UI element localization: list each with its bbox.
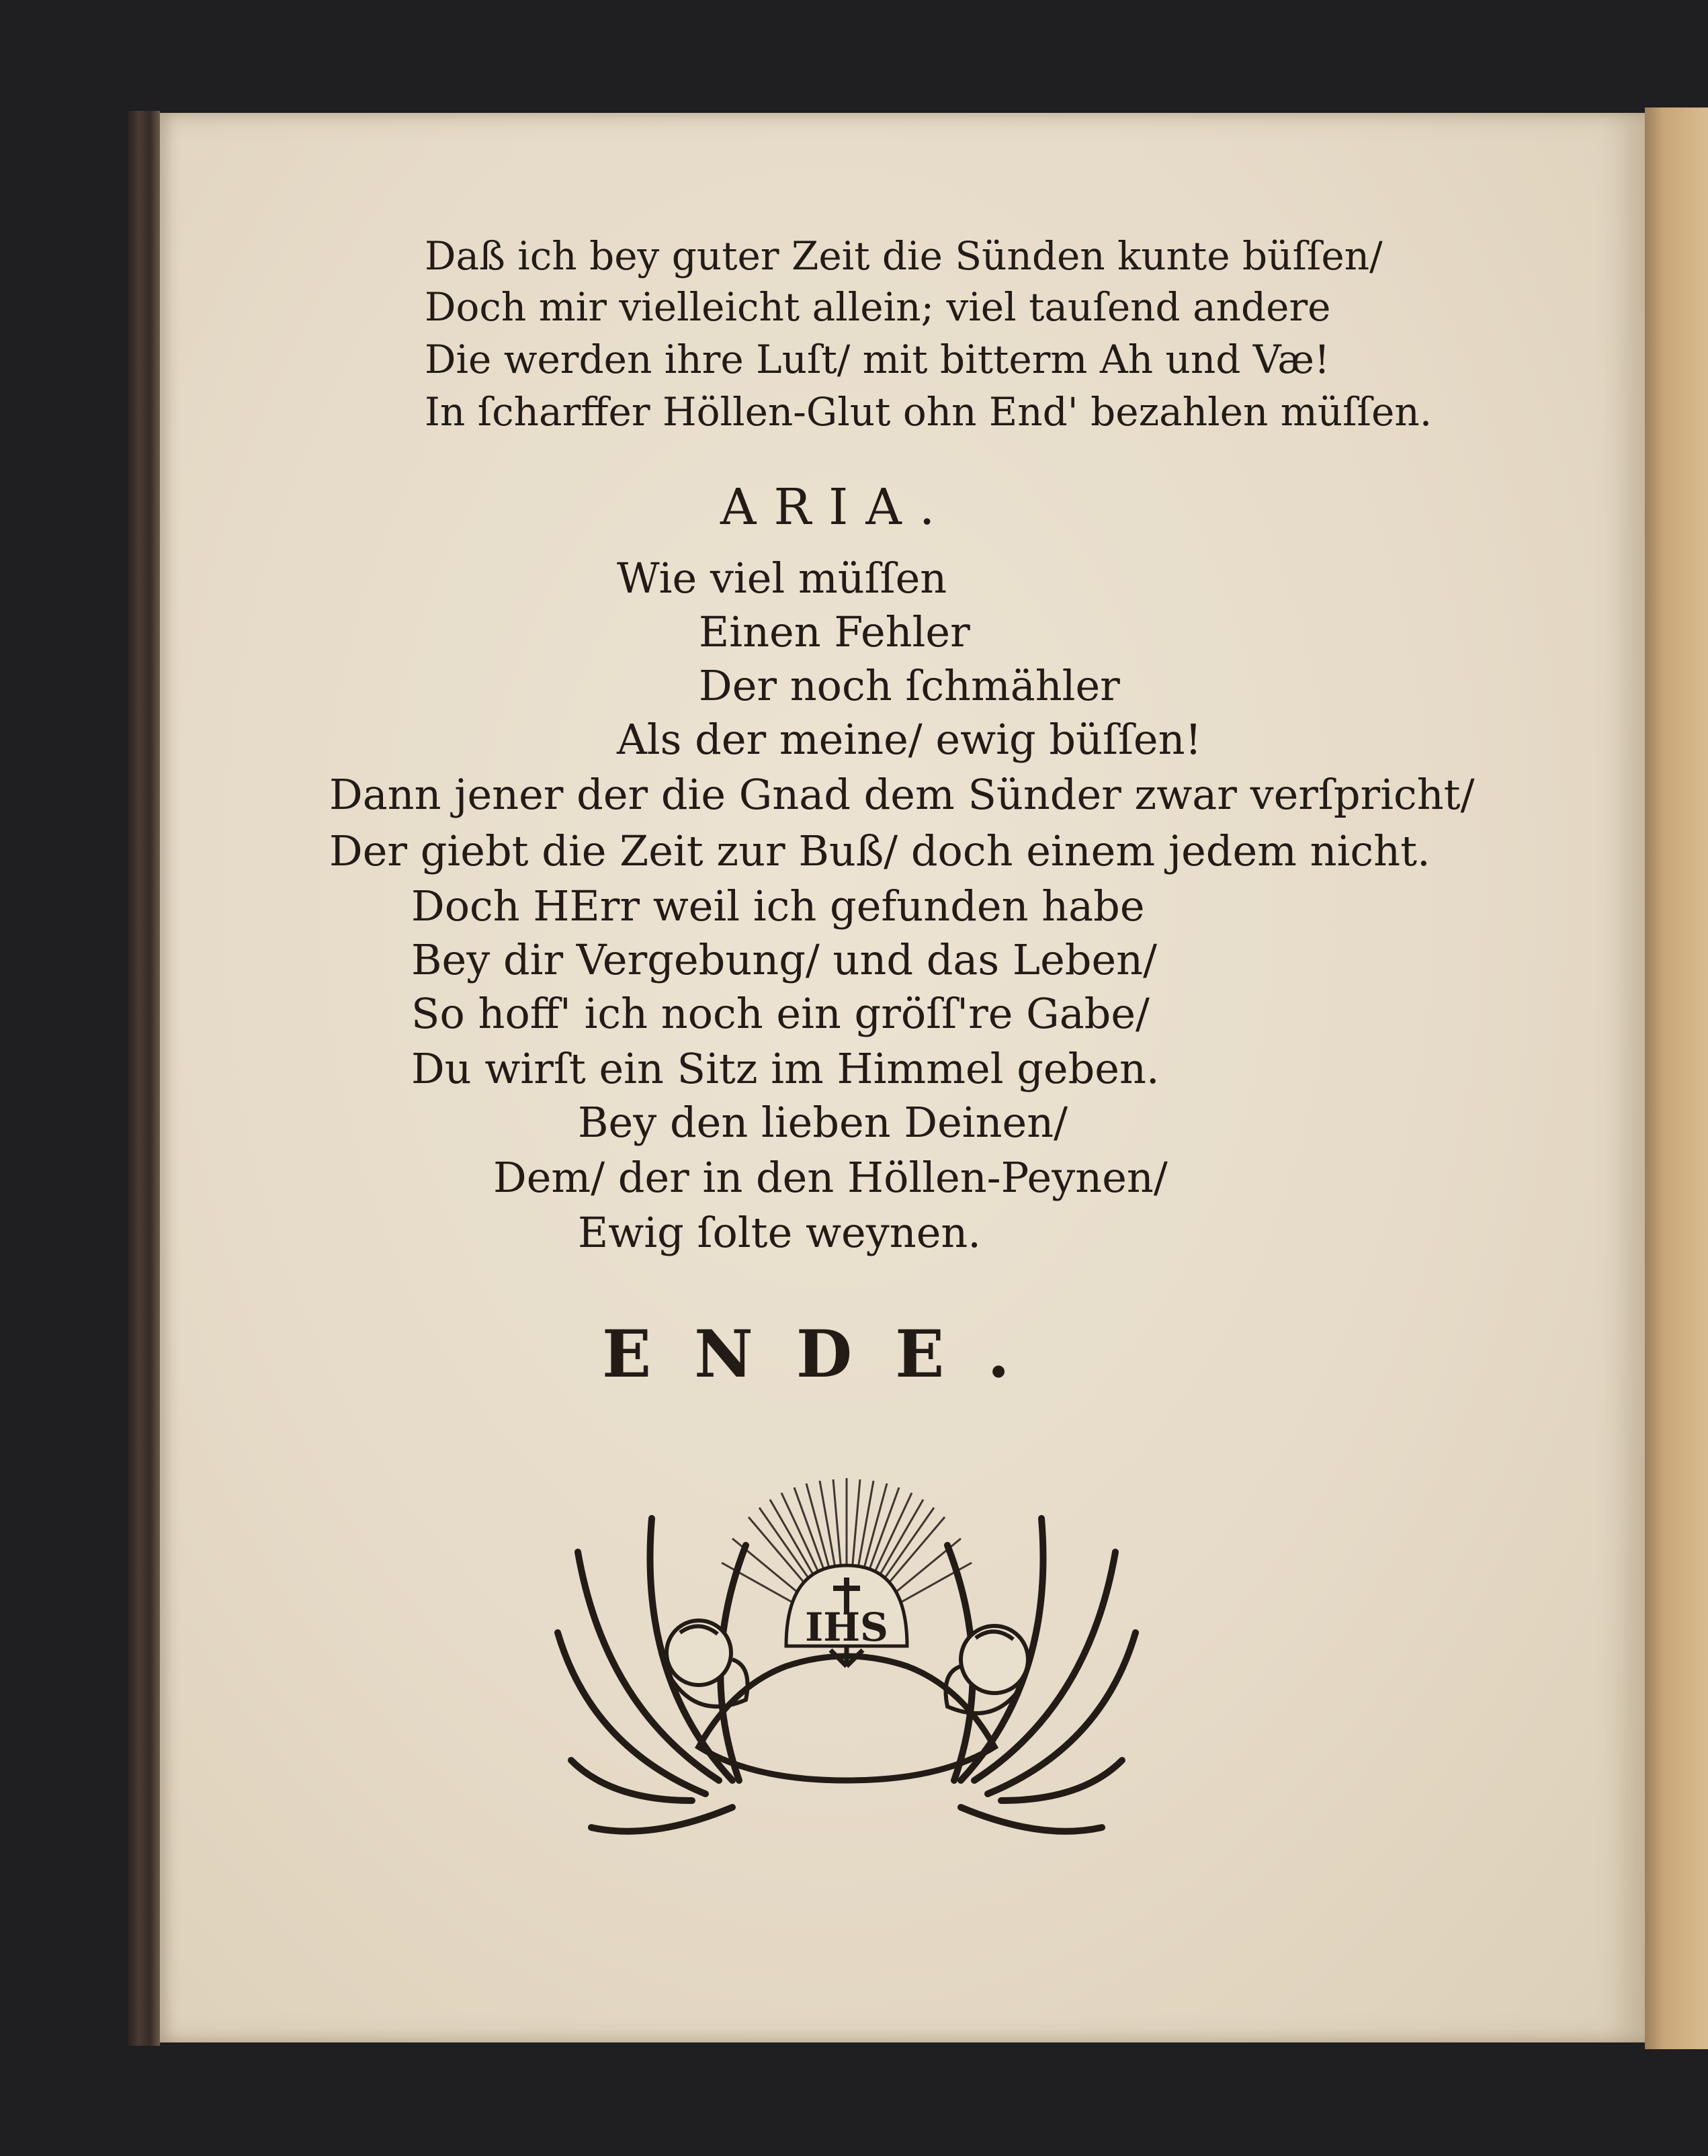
aria-line-3: Der noch ſchmähler [699,661,1120,710]
book-spine [128,111,160,2046]
ende-heading: ENDE. [602,1316,1053,1392]
monogram-text: IHS [805,1604,888,1650]
aria-line-8: Bey dir Vergebung/ und das Leben/ [411,935,1157,984]
aria-line-12: Dem/ der in den Höllen-Peynen/ [493,1153,1168,1202]
aria-line-10: Du wirſt ein Sitz im Himmel geben. [411,1044,1160,1093]
aria-heading: ARIA. [720,478,953,536]
poem-line-3: Die werden ihre Luſt/ mit bitterm Ah und Væ! [425,337,1330,382]
ihs-woodcut-ornament [531,1465,1162,1841]
aria-line-9: So hoff' ich noch ein gröſſ're Gabe/ [411,989,1150,1038]
aria-line-11: Bey den lieben Deinen/ [578,1098,1068,1147]
aria-line-13: Ewig ſolte weynen. [578,1208,982,1257]
aria-line-5: Dann jener der die Gnad dem Sünder zwar verſpricht/ [329,770,1475,819]
aria-line-6: Der giebt die Zeit zur Buß/ doch einem jedem nicht. [329,826,1431,875]
aria-line-1: Wie viel müſſen [617,554,947,603]
poem-line-2: Doch mir vielleicht allein; viel tauſend andere [425,284,1331,330]
aria-line-4: Als der meine/ ewig büſſen! [617,715,1202,764]
aria-line-7: Doch HErr weil ich gefunden habe [411,881,1145,931]
poem-line-1: Daß ich bey guter Zeit die Sünden kunte büſſen/ [425,233,1383,279]
aria-line-2: Einen Fehler [699,607,970,656]
facing-page-edge [1645,107,1708,2049]
poem-line-4: In ſcharffer Höllen-Glut ohn End' bezahlen müſſen. [425,389,1433,435]
